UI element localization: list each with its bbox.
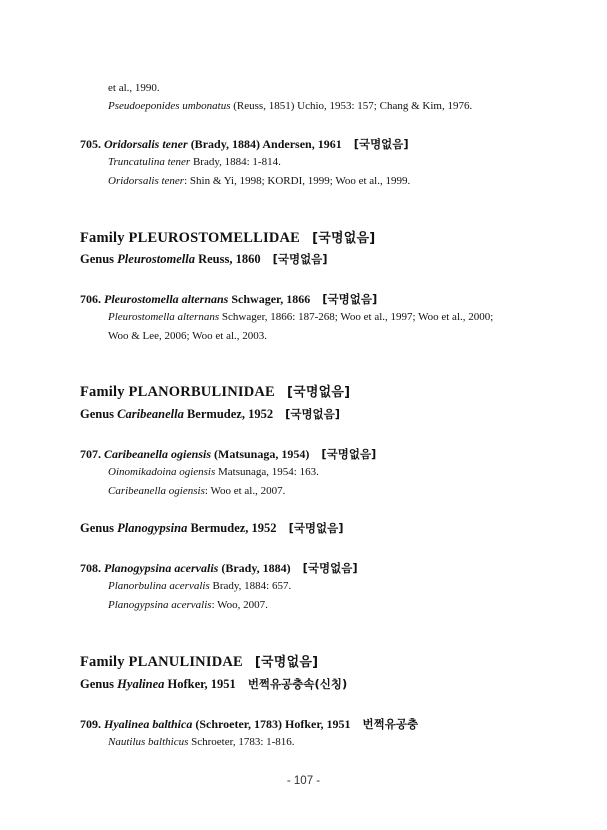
species-name: Caribeanella ogiensis	[104, 447, 212, 461]
korean-name: [국명없음]	[312, 231, 376, 246]
family-heading	[80, 231, 375, 246]
species-name: Planogypsina acervalis	[104, 561, 219, 575]
citation-reference: Brady, 1884: 657.	[209, 580, 292, 592]
korean-name: [국명없음]	[286, 385, 351, 400]
species-author: Schwager, 1866	[228, 292, 311, 306]
species-name: Hyalinea balthica	[104, 717, 193, 731]
entry-number: 705.	[80, 137, 101, 151]
citation-reference: : Woo et al., 2007.	[204, 485, 286, 497]
korean-name: [국명없음]	[321, 447, 377, 461]
genus-name: Hyalinea	[117, 677, 165, 691]
genus-author: Reuss, 1860	[194, 252, 261, 266]
genus-author: Bermudez, 1952	[187, 521, 277, 535]
species-entry-708	[80, 562, 358, 575]
species-author: (Brady, 1884)	[218, 561, 291, 575]
citation-text: et al., 1990.	[108, 82, 160, 94]
citation-line	[108, 486, 285, 497]
family-heading	[80, 385, 350, 400]
entry-number: 709.	[80, 717, 101, 731]
genus-prefix: Genus	[80, 407, 118, 421]
species-entry-706	[80, 293, 377, 306]
korean-name: [국명없음]	[288, 521, 344, 535]
family-name: Family PLEUROSTOMELLIDAE	[80, 230, 301, 246]
genus-name: Caribeanella	[117, 407, 184, 421]
citation-line	[108, 101, 472, 112]
genus-prefix: Genus	[80, 521, 118, 535]
korean-name: [국명없음]	[272, 252, 328, 266]
citation-species-name: Truncatulina tener	[108, 156, 191, 168]
korean-name: 번쩍유공충	[362, 717, 419, 731]
citation-line	[108, 467, 319, 478]
citation-species-name: Planorbulina acervalis	[108, 580, 210, 592]
species-entry-709	[80, 718, 418, 731]
citation-reference: Brady, 1884: 1-814.	[190, 156, 281, 168]
korean-name: [국명없음]	[353, 137, 409, 151]
species-entry-707	[80, 448, 376, 461]
entry-number: 707.	[80, 447, 101, 461]
family-name: Family PLANORBULINIDAE	[80, 384, 275, 400]
korean-name: 번쩍유공충속(신칭)	[247, 677, 348, 691]
family-heading	[80, 655, 318, 670]
citation-line	[108, 581, 291, 592]
citation-reference: Schroeter, 1783: 1-816.	[188, 736, 295, 748]
family-name: Family PLANULINIDAE	[80, 654, 243, 670]
genus-heading	[80, 253, 328, 266]
citation-reference: Schwager, 1866: 187-268; Woo et al., 1997; Woo et al., 2000;	[219, 311, 494, 323]
korean-name: [국명없음]	[254, 655, 319, 670]
genus-prefix: Genus	[80, 252, 118, 266]
page-number: - 107 -	[286, 775, 321, 787]
citation-species-name: Pleurostomella alternans	[108, 311, 220, 323]
citation-species-name: Nautilus balthicus	[108, 736, 189, 748]
genus-author: Hofker, 1951	[164, 677, 236, 691]
korean-name: [국명없음]	[285, 407, 341, 421]
genus-prefix: Genus	[80, 677, 118, 691]
species-author: (Schroeter, 1783) Hofker, 1951	[192, 717, 351, 731]
entry-number: 706.	[80, 292, 101, 306]
genus-author: Bermudez, 1952	[183, 407, 274, 421]
species-name: Pleurostomella alternans	[104, 292, 229, 306]
citation-species-name: Oinomikadoina ogiensis	[108, 466, 216, 478]
entry-number: 708.	[80, 561, 101, 575]
genus-name: Planogypsina	[117, 521, 188, 535]
citation-species-name: Caribeanella ogiensis	[108, 485, 205, 497]
korean-name: [국명없음]	[322, 292, 378, 306]
species-author: (Brady, 1884) Andersen, 1961	[187, 137, 342, 151]
citation-reference: Matsunaga, 1954: 163.	[215, 466, 319, 478]
species-entry-705	[80, 138, 409, 151]
citation-line	[108, 331, 267, 342]
genus-heading	[80, 408, 340, 421]
citation-continued	[108, 83, 160, 94]
citation-line	[108, 157, 281, 168]
citation-species-name: Pseudoeponides umbonatus	[108, 100, 231, 112]
genus-name: Pleurostomella	[117, 252, 195, 266]
citation-line	[108, 176, 410, 187]
citation-reference: : Woo, 2007.	[211, 599, 268, 611]
genus-heading	[80, 678, 347, 691]
species-name: Oridorsalis tener	[104, 137, 188, 151]
citation-species-name: Oridorsalis tener	[108, 175, 185, 187]
citation-line	[108, 312, 493, 323]
citation-reference: (Reuss, 1851) Uchio, 1953: 157; Chang & Kim, 1976.	[230, 100, 473, 112]
citation-reference: Woo & Lee, 2006; Woo et al., 2003.	[108, 330, 268, 342]
citation-species-name: Planogypsina acervalis	[108, 599, 212, 611]
citation-line	[108, 600, 268, 611]
genus-heading	[80, 522, 344, 535]
citation-line	[108, 737, 295, 748]
korean-name: [국명없음]	[302, 561, 358, 575]
species-author: (Matsunaga, 1954)	[211, 447, 310, 461]
citation-reference: : Shin & Yi, 1998; KORDI, 1999; Woo et al., 1999.	[184, 175, 411, 187]
